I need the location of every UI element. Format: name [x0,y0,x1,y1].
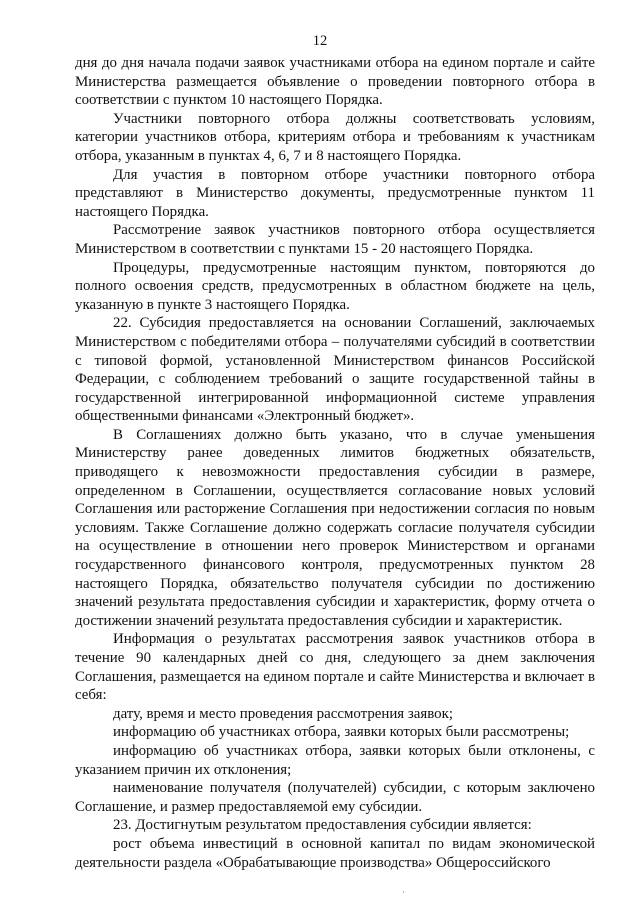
list-item: информацию об участниках отбора, заявки которых были рассмотрены; [113,724,570,741]
paragraph-review: Рассмотрение заявок участников повторного отбора осуществляется Министерством в соответствии с пунктами 15 - 20 настоящего Порядка. [75,222,595,257]
paragraph-result: рост объема инвестиций в основной капитал по видам экономической деятельности раздела «Обрабатывающие производства» Общероссийского [75,835,595,871]
list-item: дату, время и место проведения рассмотрения заявок; [113,705,453,722]
paragraph-clause-22: 22. Субсидия предоставляется на основании Соглашений, заключаемых Министерством с победителями отбора – получателями субсидий в соответствии с типовой формой, установленной Министерством финансов Российской Федерации, с соблюдением требований о защите государственной тайны в государственной интегрированной информационной системе управления общественными финансами «Электронный бюджет». [75,315,595,425]
paragraph-procedures: Процедуры, предусмотренные настоящим пунктом, повторяются до полного освоения средств, предусмотренных в областном бюджете на цель, указанную в пункте 3 настоящего Порядка. [75,259,595,313]
paragraph-requirements: Участники повторного отбора должны соответствовать условиям, категории участников отбора, критериям отбора и требованиям к участникам отбора, указанным в пунктах 4, 6, 7 и 8 настоящего Порядка. [75,110,595,164]
scan-dot-mark: · [402,887,405,897]
paragraph-agreements: В Соглашениях должно быть указано, что в случае уменьшения Министерству ранее доведенных лимитов бюджетных обязательств, приводящего к невозможности предоставления субсидии в размере, определенном в Соглашении, осуществляется согласование новых условий Соглашения или расторжение Соглашения при недостижении согласия по новым условиям. Также Соглашение должно содержать согласие получателя субсидии на осуществление в отношении него проверок Министерством и органами государственного финансового контроля, предусмотренных пунктом 28 настоящего Порядка, обязательство получателя субсидии по достижению значений результата предоставления субсидии и характеристик, форму отчета о достижении значений результата предоставления субсидии и характеристик. [75,426,595,629]
paragraph-continuation: дня до дня начала подачи заявок участниками отбора на едином портале и сайте Министерства размещается объявление о проведении повторного отбора в соответствии с пунктом 10 настоящего Порядка. [75,55,595,109]
list-item: наименование получателя (получателей) субсидии, с которым заключено Соглашение, и размер предоставляемой ему субсидии. [75,780,595,815]
paragraph-clause-23: 23. Достигнутым результатом предоставления субсидии является: [113,817,532,834]
page-number: 12 [312,33,328,49]
paragraph-information: Информация о результатах рассмотрения заявок участников отбора в течение 90 календарных дней со дня, следующего за днем заключения Соглашения, размещается на едином портале и сайте Министерства и включает в себя: [75,631,595,704]
paragraph-documents: Для участия в повторном отборе участники повторного отбора представляют в Министерство документы, предусмотренные пунктом 11 настоящего Порядка. [75,166,595,220]
document-body [75,54,595,872]
list-item: информацию об участниках отбора, заявки которых были отклонены, с указанием причин их отклонения; [75,742,595,778]
